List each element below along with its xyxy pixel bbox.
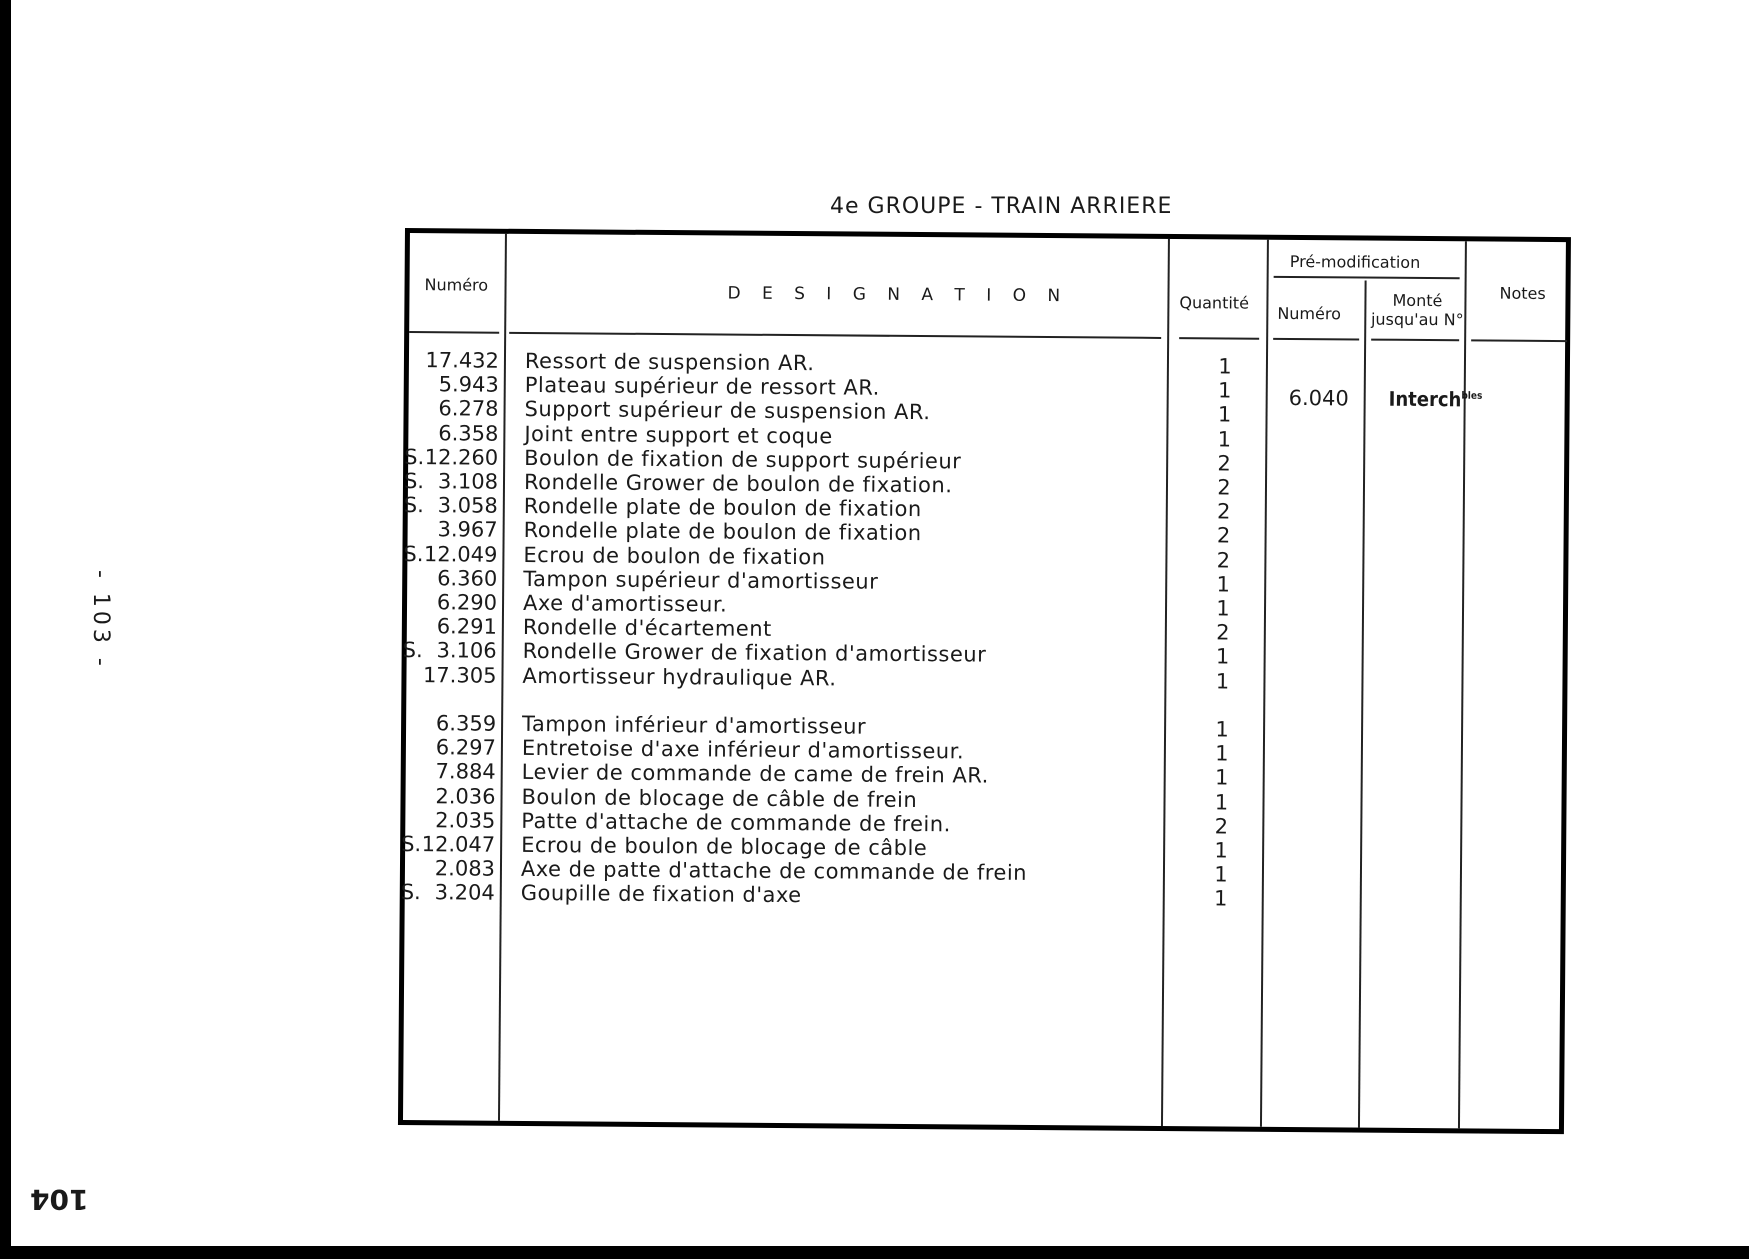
row-part-number: 3.108 bbox=[437, 469, 499, 494]
row-part-number: 12.260 bbox=[424, 444, 499, 470]
row-quantity: 2 bbox=[1217, 475, 1231, 500]
header-monte-line2: jusqu'au N° bbox=[1370, 309, 1464, 330]
row-prefix: S. bbox=[404, 444, 425, 469]
row-designation: Tampon supérieur d'amortisseur bbox=[523, 566, 879, 594]
page-number: 104 bbox=[30, 1183, 89, 1216]
row-quantity: 2 bbox=[1217, 451, 1231, 476]
row-designation: Ecrou de boulon de blocage de câble bbox=[521, 832, 928, 861]
row-designation: Rondelle plate de boulon de fixation bbox=[523, 494, 922, 522]
row-quantity: 1 bbox=[1215, 644, 1230, 669]
row-designation: Boulon de blocage de câble de frein bbox=[521, 784, 918, 812]
premod-monte-text: Interch bbox=[1388, 386, 1462, 412]
row-quantity: 1 bbox=[1217, 378, 1232, 403]
row-prefix: S. bbox=[403, 469, 425, 494]
row-part-number: 2.083 bbox=[434, 856, 496, 881]
row-designation: Goupille de fixation d'axe bbox=[520, 881, 802, 908]
row-part-number: 3.106 bbox=[436, 638, 497, 664]
row-quantity: 2 bbox=[1214, 814, 1229, 839]
header-monte bbox=[1369, 291, 1465, 330]
row-designation: Ressort de suspension AR. bbox=[524, 348, 815, 376]
header-notes: Notes bbox=[1499, 283, 1546, 303]
row-part-number: 6.360 bbox=[437, 566, 498, 591]
scan-edge-bottom bbox=[0, 1246, 1749, 1259]
row-designation: Axe de patte d'attache de commande de frein bbox=[520, 857, 1028, 886]
row-prefix: S. bbox=[401, 831, 422, 857]
row-part-number: 6.278 bbox=[438, 396, 499, 422]
row-part-number: 12.047 bbox=[421, 832, 496, 857]
row-designation: Rondelle d'écartement bbox=[522, 615, 772, 642]
header-pre-modification: Pré-modification bbox=[1289, 251, 1421, 272]
row-prefix: S. bbox=[402, 638, 423, 663]
row-quantity: 1 bbox=[1214, 862, 1228, 887]
row-part-number: 6.358 bbox=[438, 420, 499, 446]
row-quantity: 1 bbox=[1215, 717, 1229, 742]
header-rule bbox=[1274, 276, 1460, 279]
row-designation: Ecrou de boulon de fixation bbox=[523, 542, 826, 569]
header-rule bbox=[509, 332, 1161, 339]
row-quantity: 1 bbox=[1215, 741, 1229, 766]
row-designation: Entretoise d'axe inférieur d'amortisseur. bbox=[521, 736, 965, 764]
premod-numero: 6.040 bbox=[1288, 385, 1349, 411]
row-quantity: 1 bbox=[1217, 426, 1232, 452]
row-part-number: 3.058 bbox=[437, 493, 498, 518]
row-designation: Levier de commande de came de frein AR. bbox=[521, 760, 989, 788]
side-page-number: - 103 - bbox=[88, 570, 113, 670]
row-quantity: 1 bbox=[1214, 789, 1229, 815]
row-quantity: 1 bbox=[1213, 886, 1228, 911]
header-monte-line1: Monté bbox=[1392, 290, 1443, 311]
row-designation: Boulon de fixation de support supérieur bbox=[524, 445, 962, 474]
premod-monte-sup: bles bbox=[1461, 390, 1483, 402]
row-designation: Plateau supérieur de ressort AR. bbox=[524, 373, 880, 400]
row-quantity: 1 bbox=[1214, 838, 1228, 863]
row-prefix: S. bbox=[400, 880, 421, 905]
row-quantity: 1 bbox=[1216, 572, 1231, 597]
header-quantite: Quantité bbox=[1179, 293, 1250, 313]
row-part-number: 17.432 bbox=[425, 348, 500, 373]
row-quantity: 2 bbox=[1216, 620, 1230, 645]
row-quantity: 1 bbox=[1217, 402, 1232, 427]
row-designation: Patte d'attache de commande de frein. bbox=[521, 808, 951, 837]
row-part-number: 17.305 bbox=[422, 662, 497, 688]
row-designation: Rondelle Grower de boulon de fixation. bbox=[523, 469, 953, 498]
row-part-number: 6.291 bbox=[436, 614, 497, 639]
header-rule bbox=[1273, 338, 1359, 341]
row-quantity: 2 bbox=[1216, 523, 1231, 548]
row-part-number: 12.049 bbox=[423, 541, 498, 567]
row-part-number: 2.035 bbox=[435, 808, 496, 833]
header-rule bbox=[1471, 339, 1567, 342]
page-title: 4e GROUPE - TRAIN ARRIERE bbox=[830, 194, 1173, 219]
row-quantity: 1 bbox=[1214, 765, 1229, 790]
row-designation: Axe d'amortisseur. bbox=[522, 590, 728, 617]
row-part-number: 6.297 bbox=[435, 735, 497, 760]
row-prefix: S. bbox=[403, 493, 424, 518]
row-part-number: 5.943 bbox=[438, 372, 499, 397]
header-pre-numero: Numéro bbox=[1277, 303, 1341, 324]
row-part-number: 3.967 bbox=[437, 517, 498, 543]
row-prefix: S. bbox=[403, 541, 424, 566]
row-quantity: 1 bbox=[1216, 596, 1230, 621]
row-quantity: 1 bbox=[1218, 354, 1232, 379]
header-rule bbox=[409, 331, 499, 334]
header-rule bbox=[1179, 337, 1259, 340]
row-designation: Amortisseur hydraulique AR. bbox=[522, 663, 837, 690]
parts-table bbox=[398, 228, 1571, 1134]
row-part-number: 2.036 bbox=[435, 783, 496, 809]
row-quantity: 2 bbox=[1217, 499, 1231, 524]
row-quantity: 1 bbox=[1215, 668, 1230, 694]
header-rule bbox=[1371, 339, 1459, 342]
row-designation: Joint entre support et coque bbox=[524, 421, 833, 448]
header-numero: Numéro bbox=[424, 275, 489, 295]
scan-edge-left bbox=[0, 0, 11, 1259]
row-part-number: 6.359 bbox=[435, 711, 497, 736]
header-designation: D E S I G N A T I O N bbox=[727, 283, 1069, 307]
row-designation: Rondelle Grower de fixation d'amortisseur bbox=[522, 639, 987, 667]
row-part-number: 7.884 bbox=[435, 759, 496, 785]
row-designation: Rondelle plate de boulon de fixation bbox=[523, 518, 922, 546]
row-part-number: 6.290 bbox=[436, 590, 498, 615]
row-quantity: 2 bbox=[1216, 547, 1231, 573]
row-part-number: 3.204 bbox=[434, 880, 495, 906]
row-designation: Tampon inférieur d'amortisseur bbox=[522, 711, 867, 739]
row-designation: Support supérieur de suspension AR. bbox=[524, 397, 931, 425]
